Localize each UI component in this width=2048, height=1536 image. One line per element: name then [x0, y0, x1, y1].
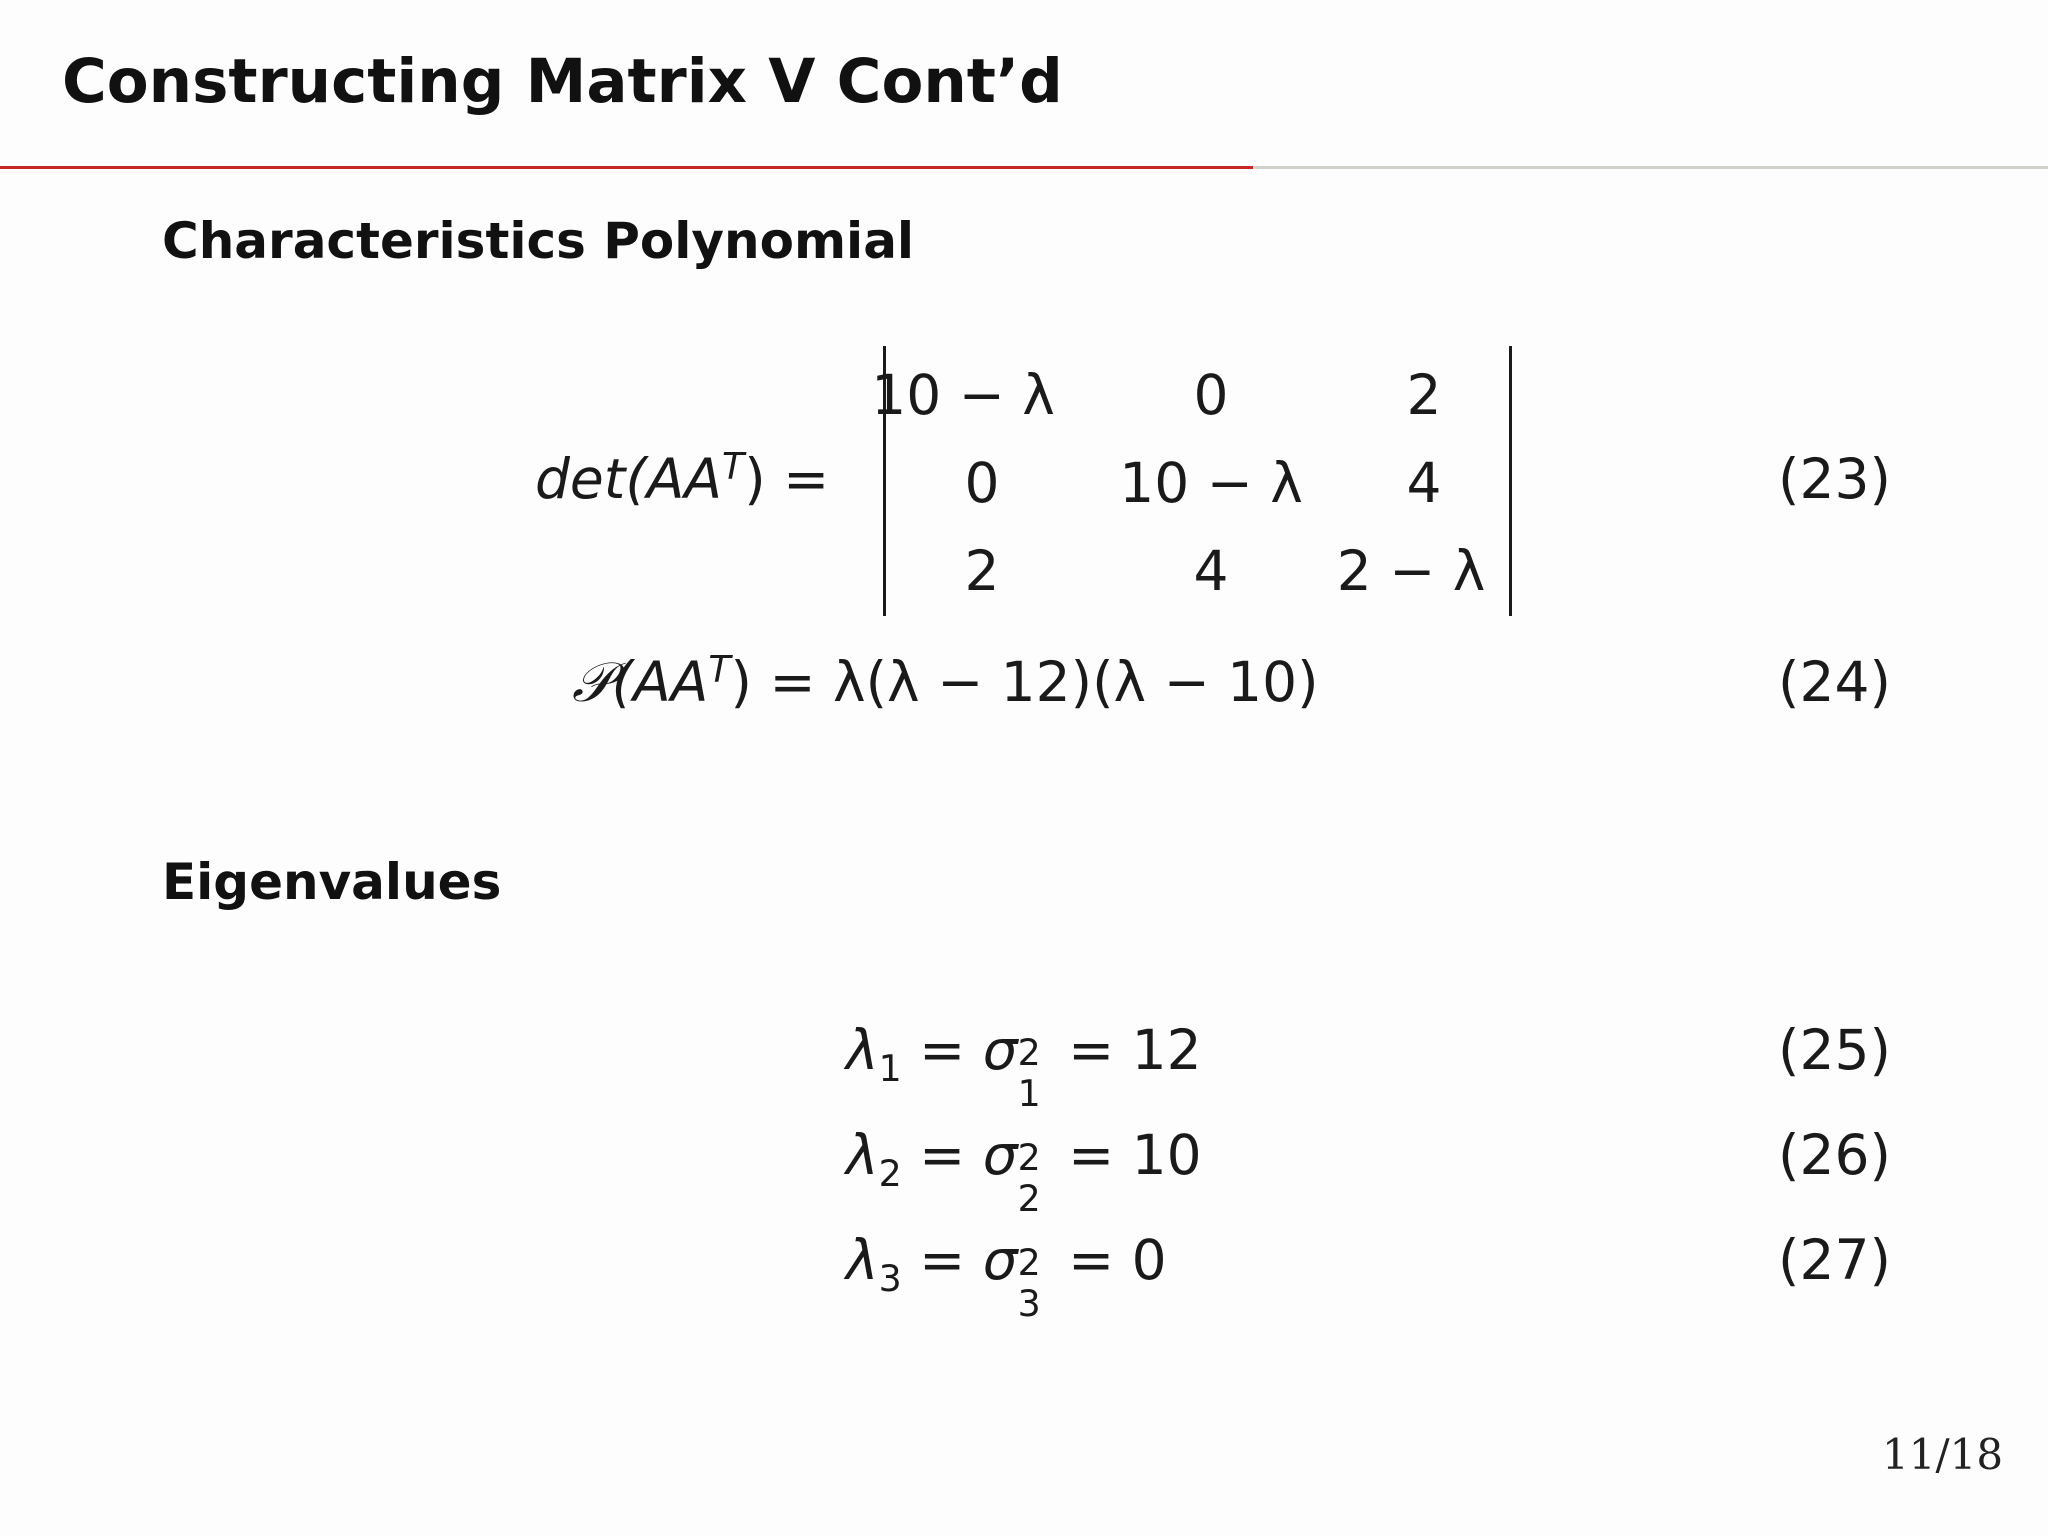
title-underline-red — [0, 166, 1253, 169]
sigma-power: 2 — [1017, 1135, 1041, 1179]
title-underline-gray — [1253, 166, 2048, 169]
matrix-cell: 0 — [1193, 363, 1229, 427]
det-argument: (AA — [625, 447, 723, 511]
lambda-symbol: λ — [846, 1123, 879, 1187]
eigenvalue-equation-3: $\lambda_3 = \sigma$ 2 3 = 0 — [846, 1228, 1167, 1326]
sigma-index: 2 — [1017, 1177, 1041, 1221]
sigma-power: 2 — [1017, 1030, 1041, 1074]
eigenvalue-equation-1: $\lambda_1 = \sigma$ 2 1 = 12 — [846, 1018, 1202, 1116]
determinant-matrix — [871, 346, 1512, 616]
lambda-symbol: λ — [846, 1228, 879, 1292]
matrix-cell: 2 — [964, 539, 1000, 603]
slide-title: Constructing Matrix V Cont’d — [62, 46, 1063, 117]
matrix-cell: 2 − λ — [1336, 539, 1486, 603]
page-number: 11/18 — [1882, 1430, 2004, 1479]
eigenvalue-value: = 0 — [1068, 1228, 1167, 1292]
equation-number-25: (25) — [1778, 1018, 1891, 1082]
polynomial-argument: (AA — [611, 650, 709, 714]
equation-number-24: (24) — [1778, 650, 1891, 714]
lambda-index: 1 — [878, 1047, 902, 1090]
matrix-cell: 0 — [964, 451, 1000, 515]
sigma-index: 1 — [1017, 1072, 1041, 1116]
eigenvalue-value: = 10 — [1068, 1123, 1202, 1187]
matrix-cell: 10 − λ — [1119, 451, 1303, 515]
eigenvalue-value: = 12 — [1068, 1018, 1202, 1082]
sigma-power: 2 — [1017, 1240, 1041, 1284]
matrix-cell: 2 — [1406, 363, 1442, 427]
sigma-symbol: σ — [982, 1228, 1018, 1292]
matrix-cell: 4 — [1406, 451, 1442, 515]
det-function: det — [535, 447, 626, 511]
matrix-cell: 4 — [1193, 539, 1229, 603]
equation-23-lhs — [535, 444, 830, 511]
lambda-index: 2 — [878, 1152, 902, 1195]
sigma-symbol: σ — [982, 1123, 1018, 1187]
lambda-index: 3 — [878, 1257, 902, 1300]
equation-number-26: (26) — [1778, 1123, 1891, 1187]
eigenvalue-equation-2: $\lambda_2 = \sigma$ 2 2 = 10 — [846, 1123, 1202, 1221]
matrix-cell: 10 − λ — [871, 363, 1055, 427]
transpose-superscript: T — [722, 444, 745, 488]
section-heading-eigenvalues: Eigenvalues — [162, 853, 502, 911]
det-close: ) = — [744, 447, 830, 511]
polynomial-rhs: ) = λ(λ − 12)(λ − 10) — [730, 650, 1319, 714]
equation-number-27: (27) — [1778, 1228, 1891, 1292]
transpose-superscript: T — [708, 647, 731, 691]
lambda-symbol: λ — [846, 1018, 879, 1082]
equation-24 — [572, 647, 1319, 714]
polynomial-symbol: 𝒫 — [572, 650, 612, 714]
sigma-index: 3 — [1017, 1282, 1041, 1326]
section-heading-characteristic: Characteristics Polynomial — [162, 212, 915, 270]
equation-number-23: (23) — [1778, 447, 1891, 511]
sigma-symbol: σ — [982, 1018, 1018, 1082]
